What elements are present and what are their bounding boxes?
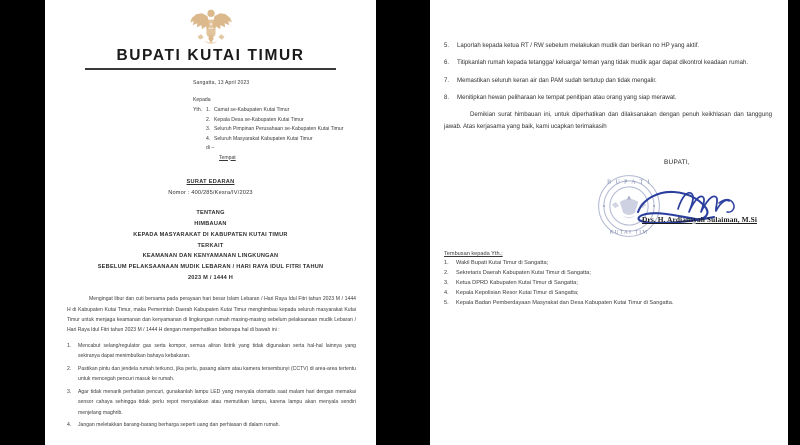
tembusan-text: Sekretaris Daerah Kabupaten Kutai Timur di Sangatta; [456, 269, 591, 276]
letterhead [45, 0, 376, 70]
tembusan-item [444, 269, 774, 279]
address-kepada-label: Kepada [193, 97, 211, 104]
subject-line: 2023 M / 1444 H [187, 275, 234, 282]
tembusan-block [430, 251, 788, 309]
signatory-name: Drs. H. Ardiansyah Sulaiman, M.Si [642, 214, 758, 224]
list-item-text: Laporlah kepada ketua RT / RW sebelum melakukan mudik dan berikan no HP yang aktif. [457, 42, 700, 49]
list-item [67, 364, 356, 385]
closing-paragraph: Demikian surat himbauan ini, untuk diperhatikan dan dilaksanakan dengan penuh keikhlasan dan tanggung jawab. Atas kerjasama yang baik, kami ucapkan terimakasih [444, 111, 772, 130]
document-page-1 [45, 0, 376, 445]
recipient-number: 3. [206, 126, 211, 133]
page1-body [45, 294, 376, 430]
letter-date: Sangatta, 13 April 2023 [193, 79, 250, 86]
page1-numbered-list [67, 341, 356, 431]
body-paragraph: Mengingat libur dan cuti bersama pada perayaan hari besar Islam Lebaran / Hari Raya Idul Fitri tahun 2023 M / 1444 H di Kabupaten Kutai Timur, maka Pemerintah Daerah Kabupaten Kutai Timur menghimbau kepada seluruh masyarakat Kutai Timur untuk menjaga keamanan dan kenyamanan di lingkungan rumah masing-masing sebelum pelaksanaan mudik Lebaran / Hari Raya Idul Fitri tahun 2023 M / 1444 H dengan memperhatikan beberapa hal di bawah ini : [67, 296, 356, 334]
tembusan-item [444, 299, 774, 309]
recipient-text: Seluruh Masyarakat Kabupaten Kutai Timur [214, 135, 313, 142]
list-item [444, 92, 774, 103]
signature-label: BUPATI, [664, 158, 691, 166]
surat-edaran-number: Nomor : 400/285/Kesra/IV/2023 [168, 189, 253, 196]
surat-edaran-title: SURAT EDARAN [186, 178, 235, 185]
recipient-text: Seluruh Pimpinan Perusahaan se-Kabupaten Kutai Timur [214, 126, 344, 133]
list-item [444, 75, 774, 86]
recipient-number: 2. [206, 116, 211, 123]
list-item-number: 3. [67, 388, 72, 395]
recipient-number: 1. [206, 107, 211, 114]
tembusan-item [444, 279, 774, 289]
list-item [67, 341, 356, 362]
letterhead-title: BUPATI KUTAI TIMUR [116, 47, 305, 64]
tentang-label: TENTANG [196, 209, 225, 216]
recipient-row [193, 125, 366, 134]
garuda-pancasila-emblem [188, 6, 234, 46]
tembusan-text: Kepala Badan Pemberdayaan Masyrakat dan Desa Kabupaten Kutai Timur di Sangatta. [456, 299, 674, 306]
recipient-text: Camat se-Kabupaten Kutai Timur [214, 107, 290, 114]
list-item-number: 8. [444, 93, 450, 101]
tembusan-heading: Tembusan kepada Yth.; [444, 250, 503, 257]
document-title-block [45, 177, 376, 199]
signature-block [444, 153, 774, 249]
tembusan-text: Wakil Bupati Kutai Timur di Sangatta; [456, 259, 549, 266]
tembusan-number: 2. [444, 269, 449, 276]
list-item-text: Pastikan pintu dan jendela rumah terkunci, jika perlu, pasang alarm atau kamera tersembunyi (CCTV) di area-area tertentu untuk mencegah pencuri masuk ke rumah. [78, 365, 356, 383]
letterhead-rule [85, 68, 336, 70]
recipient-number: 4. [206, 135, 211, 142]
list-item [67, 420, 356, 430]
tembusan-text: Kepala Kepolisian Resor Kutai Timur di Sangatta; [456, 289, 579, 296]
list-item [444, 57, 774, 68]
list-item-number: 7. [444, 76, 450, 84]
address-tempat: Tempat [219, 154, 236, 161]
tembusan-item [444, 259, 774, 269]
page2-body [430, 0, 788, 249]
list-item-number: 1. [67, 342, 72, 349]
subject-line: KEAMANAN DAN KENYAMANAN LINGKUNGAN [142, 253, 279, 260]
list-item [444, 40, 774, 51]
list-item-text: Jangan meletakkan barang-barang berharga seperti uang dan perhiasan di dalam rumah. [78, 421, 280, 428]
list-item-text: Agar tidak menarik perhatian pencuri, gunakanlah lampu LED yang menyala otomatis saat malam hari dengan memakai sensor cahaya sehingga tidak perlu repot menyalakan atau memutikan lampu, karena lampu akan menyala sendiri menjelang maghrib. [78, 388, 356, 416]
tembusan-item [444, 289, 774, 299]
address-block [45, 79, 376, 163]
recipient-row [193, 106, 366, 115]
tembusan-text: Ketua DPRD Kabupaten Kutai Timur di Sangatta; [456, 279, 578, 286]
recipient-row [193, 135, 366, 144]
list-item-number: 4. [67, 421, 72, 428]
recipient-row [193, 116, 366, 125]
document-subject-block [45, 208, 376, 284]
stamp-text-top: B U P A T I [607, 179, 651, 186]
recipient-text: Kepala Desa se-Kabupaten Kutai Timur [214, 116, 304, 123]
document-page-2 [430, 0, 788, 445]
subject-line: SEBELUM PELAKSAANAAN MUDIK LEBARAN / HARI RAYA IDUL FITRI TAHUN [97, 264, 324, 271]
list-item [67, 387, 356, 418]
address-di: di – [206, 145, 215, 152]
tembusan-number: 1. [444, 259, 449, 266]
list-item-text: Titipkanlah rumah kepada tetangga/ keluarga/ teman yang tidak mudik agar dapat dikontrol keadaan rumah. [457, 59, 749, 67]
tembusan-number: 5. [444, 299, 449, 306]
subject-line: TERKAIT [197, 242, 224, 249]
subject-line: KEPADA MASYARAKAT DI KABUPATEN KUTAI TIMUR [133, 231, 288, 238]
address-yth-label: Yth. [193, 107, 203, 114]
list-item-number: 2. [67, 365, 72, 372]
list-item-number: 6. [444, 59, 450, 67]
list-item-text: Menitipkan hewan peliharaan ke tempat penitipan atau orang yang siap merawat. [457, 93, 677, 101]
tembusan-number: 4. [444, 289, 449, 296]
subject-line: HIMBAUAN [194, 220, 227, 227]
tembusan-number: 3. [444, 279, 449, 286]
list-item-text: Mencabut selang/regulator gas serta kompor, semua aliran listrik yang tidak digunakan serta hal-hal lainnya yang sekiranya dapat menimbulkan bahaya kebakaran. [78, 342, 356, 360]
list-item-number: 5. [444, 42, 450, 49]
recipient-list [193, 106, 366, 144]
list-item-text: Memastikan seluruh keran air dan PAM sudah tertutup dan tidak mengalir. [457, 76, 657, 84]
stamp-text-bottom: KUTAI TIM [609, 229, 649, 236]
